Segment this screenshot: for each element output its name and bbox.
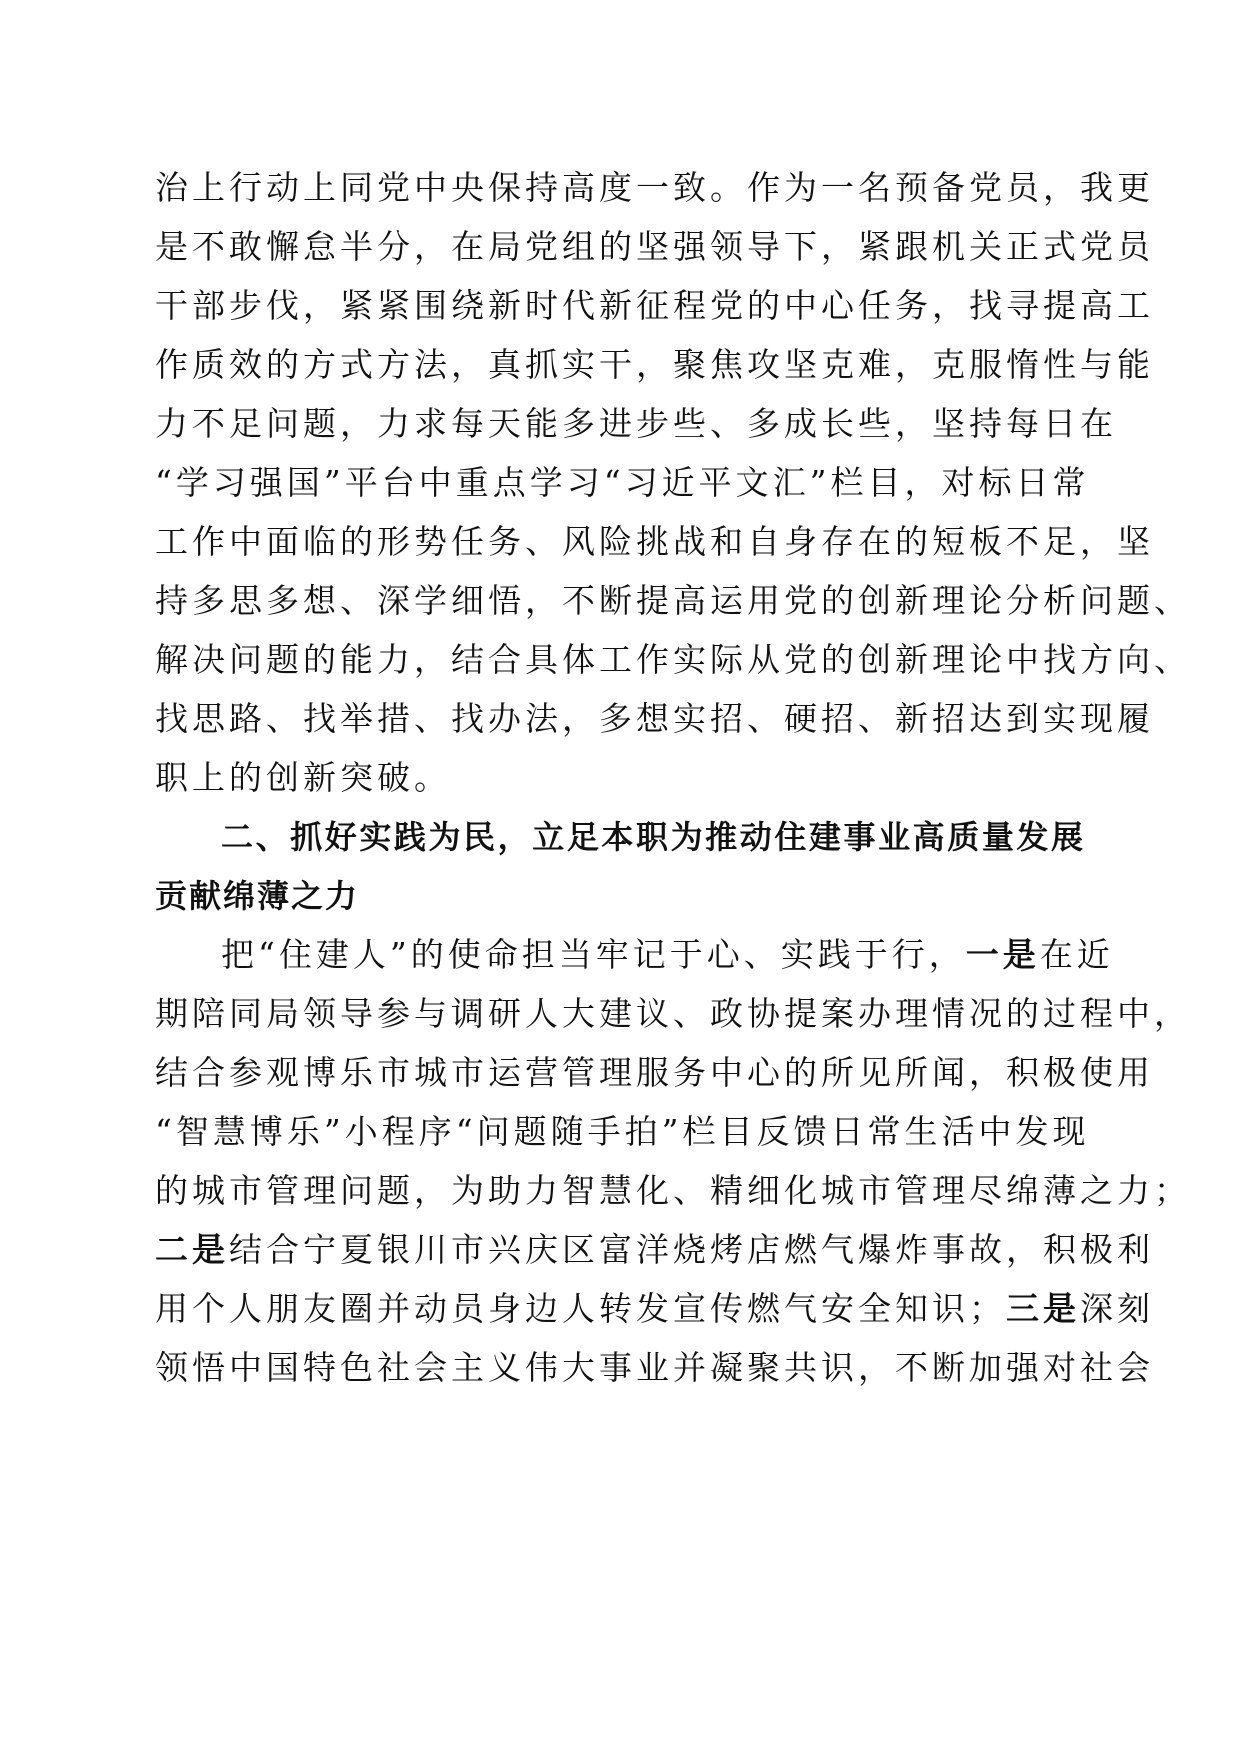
paragraph2-text: 结合宁夏银川市兴庆区富洋烧烤店燃气爆炸事故，积极利 xyxy=(229,1230,1154,1269)
point-two-label: 二是 xyxy=(155,1230,229,1269)
paragraph1-line: 持多思多想、深学细悟，不断提高运用党的创新理论分析问题、 xyxy=(155,581,1191,620)
paragraph1-line: 解决问题的能力，结合具体工作实际从党的创新理论中找方向、 xyxy=(155,640,1191,679)
point-one-label: 一是 xyxy=(965,935,1040,974)
paragraph2-line: “智慧博乐”小程序“问题随手拍”栏目反馈日常生活中发现 xyxy=(155,1112,1090,1151)
paragraph2-text: 在近 xyxy=(1039,935,1114,974)
paragraph2-line: 期陪同局领导参与调研人大建议、政协提案办理情况的过程中， xyxy=(155,994,1191,1033)
paragraph2-line xyxy=(155,1287,1154,1331)
paragraph2-line xyxy=(155,1228,1154,1272)
paragraph1-line: 干部步伐，紧紧围绕新时代新征程党的中心任务，找寻提高工 xyxy=(155,286,1154,325)
paragraph1-line: 治上行动上同党中央保持高度一致。作为一名预备党员，我更 xyxy=(155,168,1154,207)
paragraph1-line: 工作中面临的形势任务、风险挑战和自身存在的短板不足，坚 xyxy=(155,522,1154,561)
paragraph2-text: 把“住建人”的使命担当牢记于心、实践于行， xyxy=(221,935,966,974)
paragraph2-line xyxy=(221,933,1114,977)
paragraph1-line: “学习强国”平台中重点学习“习近平文汇”栏目，对标日常 xyxy=(155,463,1090,502)
paragraph2-line: 的城市管理问题，为助力智慧化、精细化城市管理尽绵薄之力； xyxy=(155,1171,1191,1210)
point-three-label: 三是 xyxy=(1006,1289,1080,1328)
paragraph2-line: 领悟中国特色社会主义伟大事业并凝聚共识，不断加强对社会 xyxy=(155,1348,1154,1387)
paragraph2-text: 用个人朋友圈并动员身边人转发宣传燃气安全知识； xyxy=(155,1289,1006,1328)
section-heading-continued: 贡献绵薄之力 xyxy=(155,877,360,915)
paragraph1-line: 力不足问题，力求每天能多进步些、多成长些，坚持每日在 xyxy=(155,404,1117,443)
paragraph1-line: 作质效的方式方法，真抓实干，聚焦攻坚克难，克服惰性与能 xyxy=(155,345,1154,384)
paragraph1-line: 职上的创新突破。 xyxy=(155,758,451,797)
paragraph2-text: 深刻 xyxy=(1080,1289,1154,1328)
paragraph1-line: 是不敢懈怠半分，在局党组的坚强领导下，紧跟机关正式党员 xyxy=(155,227,1154,266)
section-heading: 二、抓好实践为民，立足本职为推动住建事业高质量发展 xyxy=(221,818,1085,856)
paragraph1-line: 找思路、找举措、找办法，多想实招、硬招、新招达到实现履 xyxy=(155,699,1154,738)
paragraph2-line: 结合参观博乐市城市运营管理服务中心的所见所闻，积极使用 xyxy=(155,1053,1154,1092)
